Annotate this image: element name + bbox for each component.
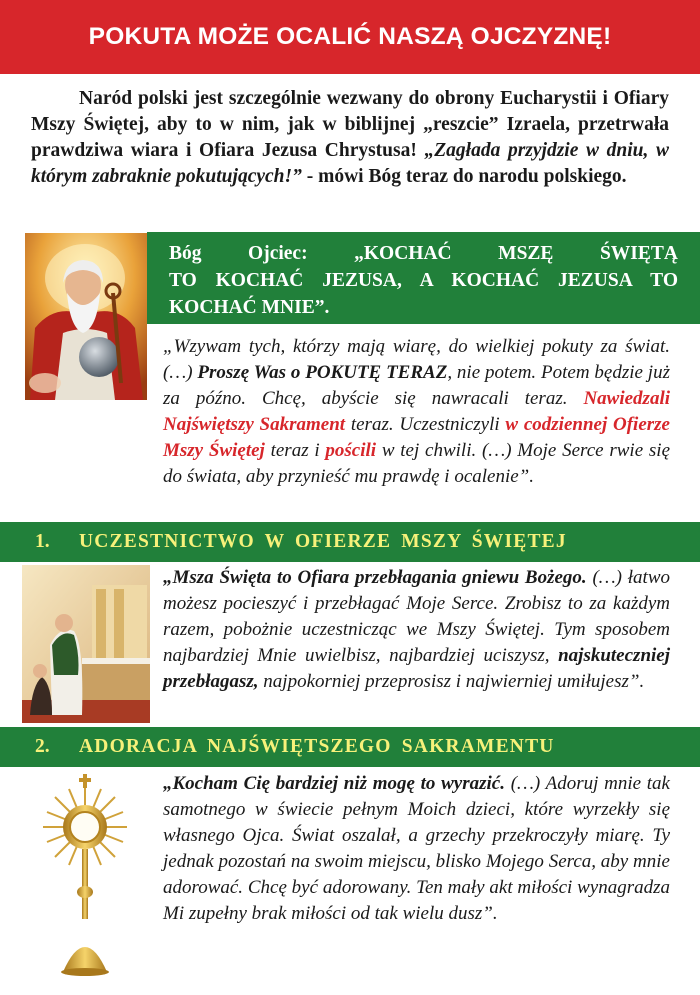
- section-number: 2.: [35, 736, 50, 757]
- quote-bold: „Msza Święta to Ofiara przebłagania gniewu Bożego.: [163, 567, 587, 588]
- heading-line-1: Bóg Ojciec: „KOCHAĆ MSZĘ ŚWIĘTĄ: [169, 243, 678, 264]
- quote-text: teraz i: [264, 440, 326, 461]
- god-father-quote: [163, 334, 670, 490]
- quote-text: najpokorniej przeprosisz i najwierniej umiłujesz”.: [258, 671, 645, 692]
- quote-red: w codziennej Ofierze Mszy Świętej: [163, 414, 670, 461]
- quote-text: (…) Adoruj mnie tak samotnego w świecie pełnym Moich dzieci, które wyrzekły się własnego Ojca. Świat oszalał, a grzechy przekroczyły miarę. Ty jednak pozostań na swoim miejscu, blisko Mojego Serca, aby mnie adorować. Chcę być adorowany. Ten mały akt miłości wynagradza Mi zupełny brak miłości od tak wielu dusz”.: [163, 773, 670, 924]
- quote-bold: „Kocham Cię bardziej niż mogę to wyrazić.: [163, 773, 505, 794]
- quote-text: „Wzywam tych, którzy mają wiarę, do wielkiej pokuty za świat. (…): [163, 336, 670, 383]
- quote-text: teraz. Uczestniczyli: [345, 414, 506, 435]
- quote-red: Nawiedzali Najświętszy Sakrament: [163, 388, 670, 435]
- quote-text: w tej chwili. (…) Moje Serce rwie się do świata, aby przynieść mu prawdę i ocalenie”.: [163, 440, 670, 487]
- section-number: 1.: [35, 531, 50, 552]
- god-father-heading: [147, 232, 700, 324]
- section-title: UCZESTNICTWO W OFIERZE MSZY ŚWIĘTEJ: [79, 531, 567, 552]
- section-1-header: [0, 522, 700, 562]
- quote-text: (…) łatwo możesz pocieszyć i przebłagać Moje Serce. Zrobisz to za każdym razem, pobożnie uczestnicząc we Mszy Świętej. Tym sposobem najbardziej Mnie uwielbisz, najbardziej uciszysz,: [163, 567, 670, 666]
- section-1-quote: [163, 565, 670, 695]
- intro-text: Naród polski jest szczególnie wezwany do obrony Eucharystii i Ofiary Mszy Świętej, aby to w nim, jak w biblijnej „reszcie” Izraela, przetrwała prawdziwa wiara i Ofiara Jezusa Chrystusa!: [31, 88, 669, 161]
- intro-quote: „Zagłada przyjdzie w dniu, w którym zabraknie pokutujących!”: [31, 140, 669, 187]
- page-title: POKUTA MOŻE OCALIĆ NASZĄ OJCZYZNĘ!: [0, 0, 700, 74]
- intro-attribution: - mówi Bóg teraz do narodu polskiego.: [301, 166, 627, 187]
- quote-text: , nie potem. Potem będzie już za późno. Chcę, abyście się nawracali teraz.: [163, 362, 670, 409]
- heading-line-rest: TO KOCHAĆ JEZUSA, A KOCHAĆ JEZUSA TO KOCHAĆ MNIE”.: [169, 270, 678, 318]
- quote-bold: Proszę Was o POKUTĘ TERAZ: [197, 362, 448, 383]
- intro-paragraph: [31, 86, 669, 190]
- section-2-quote: [163, 771, 670, 927]
- monstrance-image: [43, 772, 128, 977]
- mass-priest-painting: [22, 565, 150, 723]
- section-title: ADORACJA NAJŚWIĘTSZEGO SAKRAMENTU: [79, 736, 555, 757]
- section-2-header: [0, 727, 700, 767]
- god-father-painting: [25, 233, 147, 400]
- quote-bold: najskuteczniej przebłagasz,: [163, 645, 670, 692]
- quote-red: pościli: [325, 440, 377, 461]
